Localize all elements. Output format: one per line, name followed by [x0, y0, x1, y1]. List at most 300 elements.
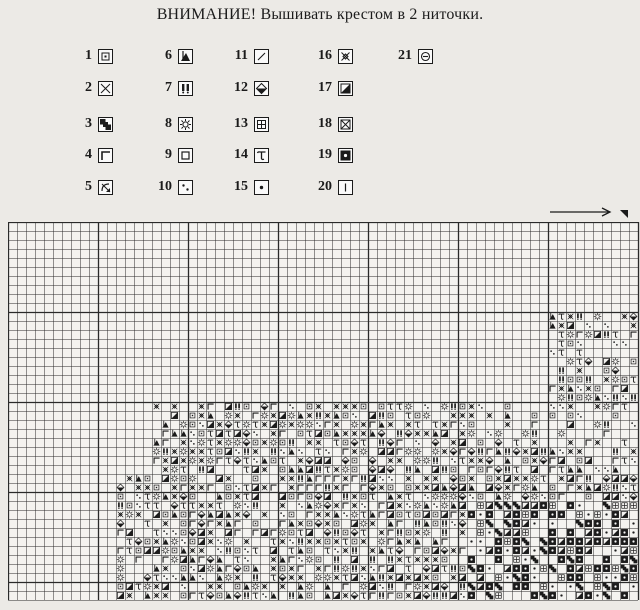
- legend-number: 19: [318, 147, 332, 162]
- tau-letter-icon: [254, 148, 269, 163]
- legend-item: [150, 179, 193, 195]
- stitch-symbol: [603, 565, 610, 572]
- stitch-symbol: [262, 467, 268, 473]
- stitch-symbol: [406, 575, 412, 581]
- stitch-symbol: [477, 565, 484, 572]
- stitch-symbol: [532, 440, 538, 446]
- stitch-symbol: [145, 485, 151, 491]
- legend-number: 15: [234, 179, 248, 194]
- stitch-symbol: [199, 413, 205, 419]
- stitch-symbol: [424, 485, 430, 491]
- stitch-symbol: [235, 494, 241, 500]
- stitch-symbol: [415, 485, 421, 491]
- stitch-symbol: [513, 565, 520, 572]
- legend-item: [70, 179, 113, 195]
- stitch-symbol: [506, 549, 508, 551]
- chart-grid: [8, 222, 640, 610]
- stitch-symbol: [163, 467, 169, 473]
- stitch-symbol: [217, 521, 223, 527]
- stitch-symbol: [576, 547, 583, 554]
- stitch-symbol: [424, 575, 430, 581]
- stitch-symbol: [603, 556, 610, 563]
- stitch-symbol: [513, 583, 520, 590]
- legend-item: [70, 116, 113, 132]
- legend-item: [150, 116, 193, 132]
- stitch-symbol: [568, 404, 574, 410]
- stitch-symbol: [569, 585, 571, 587]
- stitch-symbol: [361, 422, 367, 428]
- window-grid-icon: [254, 117, 269, 132]
- stitch-symbol: [334, 503, 340, 509]
- stitch-symbol: [540, 502, 547, 509]
- legend-number: 8: [165, 116, 172, 131]
- stitch-symbol: [352, 494, 358, 500]
- stitch-symbol: [199, 485, 205, 491]
- stitch-symbol: [163, 521, 169, 527]
- stitch-symbol: [190, 485, 196, 491]
- stitch-symbol: [415, 557, 421, 563]
- stitch-symbol: [632, 585, 634, 587]
- x-in-square-icon: [338, 117, 353, 132]
- stitch-symbol: [605, 531, 607, 533]
- checker-quarters-icon: [98, 117, 113, 132]
- slash-icon: [254, 49, 269, 64]
- stitch-symbol: [505, 422, 511, 428]
- stitch-symbol: [316, 440, 322, 446]
- stitch-symbol: [469, 458, 475, 464]
- stitch-symbol: [415, 530, 421, 536]
- stitch-symbol: [469, 476, 475, 482]
- stitch-symbol: [388, 422, 394, 428]
- stitch-symbol: [559, 476, 565, 482]
- stitch-symbol: [199, 404, 205, 410]
- stitch-symbol: [568, 440, 574, 446]
- stitch-symbol: [127, 476, 133, 482]
- stitch-symbol: [442, 449, 448, 455]
- stitch-symbol: [631, 449, 637, 455]
- stitch-symbol: [343, 431, 349, 437]
- stitch-symbol: [479, 540, 481, 542]
- stitch-symbol: [361, 566, 367, 572]
- stitch-symbol: [217, 584, 223, 590]
- stitch-symbol: [505, 485, 511, 491]
- legend-item: [310, 147, 353, 163]
- stitch-symbol: [567, 529, 574, 536]
- stitch-symbol: [280, 503, 286, 509]
- stitch-symbol: [334, 575, 340, 581]
- stitch-symbol: [621, 529, 628, 536]
- stitch-symbol: [316, 512, 322, 518]
- stitch-symbol: [352, 449, 358, 455]
- stitch-symbol: [514, 476, 520, 482]
- stitch-symbol: [244, 539, 250, 545]
- stitch-symbol: [271, 413, 277, 419]
- stitch-symbol: [199, 503, 205, 509]
- stitch-symbol: [208, 530, 214, 536]
- stitch-symbol: [577, 368, 583, 374]
- black-square-white-dot-icon: [338, 148, 353, 163]
- stitch-symbol: [585, 520, 592, 527]
- stitch-symbol: [468, 511, 475, 518]
- stitch-symbol: [513, 538, 520, 545]
- stitch-symbol: [433, 476, 439, 482]
- stitch-symbol: [352, 503, 358, 509]
- stitch-symbol: [567, 574, 574, 581]
- stitch-symbol: [577, 449, 583, 455]
- stitch-symbol: [325, 521, 331, 527]
- stitch-symbol: [605, 576, 607, 578]
- stitch-symbol: [172, 485, 178, 491]
- stitch-symbol: [596, 594, 598, 596]
- stitch-symbol: [604, 377, 610, 383]
- double-drop-icon: [178, 81, 193, 96]
- stitch-symbol: [316, 404, 322, 410]
- legend-item: [150, 48, 193, 64]
- stitch-symbol: [154, 584, 160, 590]
- legend-number: 6: [165, 48, 172, 63]
- inner-square-icon: [178, 148, 193, 163]
- stitch-symbol: [190, 449, 196, 455]
- stitch-symbol: [316, 566, 322, 572]
- stitch-symbol: [578, 504, 580, 506]
- stitch-symbol: [594, 529, 601, 536]
- stitch-symbol: [551, 585, 553, 587]
- filled-corner-triangle-icon: [338, 81, 353, 96]
- stitch-symbol: [531, 592, 538, 599]
- stitch-symbol: [361, 539, 367, 545]
- stitch-symbol: [621, 556, 628, 563]
- page-title: ВНИМАНИЕ! Вышивать крестом в 2 ниточки.: [156, 6, 484, 23]
- legend-number: 7: [165, 80, 172, 95]
- stitch-symbol: [343, 548, 349, 554]
- legend-item: [70, 147, 113, 163]
- stitch-symbol: [576, 556, 583, 563]
- stitch-symbol: [560, 594, 562, 596]
- legend-item: [310, 80, 353, 96]
- stitch-symbol: [559, 386, 565, 392]
- stitch-symbol: [460, 530, 466, 536]
- stitch-symbol: [488, 567, 490, 569]
- legend-item: [310, 179, 353, 195]
- stitch-symbol: [298, 458, 304, 464]
- stitch-symbol: [289, 422, 295, 428]
- stitch-symbol: [262, 584, 268, 590]
- stitch-symbol: [361, 431, 367, 437]
- legend-item: [226, 80, 269, 96]
- legend-number: 16: [318, 48, 332, 63]
- vertical-bar-icon: [338, 180, 353, 195]
- stitch-symbol: [532, 458, 538, 464]
- stitch-symbol: [307, 539, 313, 545]
- legend-number: 10: [158, 179, 172, 194]
- stitch-symbol: [379, 485, 385, 491]
- two-dots-icon: [178, 180, 193, 195]
- stitch-symbol: [271, 431, 277, 437]
- stitch-symbol: [154, 593, 160, 599]
- stitch-symbol: [289, 476, 295, 482]
- circle-minus-icon: [418, 49, 433, 64]
- legend-item: [226, 147, 269, 163]
- stitch-symbol: [506, 576, 508, 578]
- stitch-symbol: [343, 593, 349, 599]
- stitch-symbol: [486, 511, 493, 518]
- stitch-symbol: [406, 422, 412, 428]
- stitch-symbol: [406, 539, 412, 545]
- stitch-symbol: [352, 431, 358, 437]
- stitch-symbol: [531, 511, 538, 518]
- stitch-symbol: [217, 422, 223, 428]
- stitch-symbol: [442, 422, 448, 428]
- stitch-symbol: [235, 512, 241, 518]
- legend-item: [226, 48, 269, 64]
- stitch-symbol: [451, 575, 457, 581]
- stitch-symbol: [127, 593, 133, 599]
- stitch-symbol: [621, 538, 628, 545]
- stitch-symbol: [614, 549, 616, 551]
- legend-number: 5: [85, 179, 92, 194]
- stitch-symbol: [352, 404, 358, 410]
- stitch-symbol: [451, 413, 457, 419]
- legend-number: 12: [234, 80, 248, 95]
- stitch-symbol: [271, 557, 277, 563]
- stitch-symbol: [172, 494, 178, 500]
- stitch-symbol: [208, 503, 214, 509]
- stitch-symbol: [513, 511, 520, 518]
- stitch-symbol: [612, 520, 619, 527]
- stitch-symbol: [280, 539, 286, 545]
- stitch-symbol: [488, 531, 490, 533]
- triangle-flag-icon: [178, 49, 193, 64]
- stitch-symbol: [478, 458, 484, 464]
- stitch-symbol: [576, 574, 583, 581]
- stitch-symbol: [289, 566, 295, 572]
- stitch-symbol: [388, 575, 394, 581]
- stitch-symbol: [406, 593, 412, 599]
- legend-number: 1: [85, 48, 92, 63]
- stitch-symbol: [495, 556, 502, 563]
- stitch-symbol: [460, 413, 466, 419]
- stitch-symbol: [397, 494, 403, 500]
- stitch-symbol: [612, 583, 619, 590]
- stitch-symbol: [172, 404, 178, 410]
- stitch-symbol: [568, 314, 574, 320]
- stitch-symbol: [262, 485, 268, 491]
- stitch-symbol: [298, 521, 304, 527]
- stitch-symbol: [334, 422, 340, 428]
- stitch-symbol: [513, 547, 520, 554]
- stitch-symbol: [181, 440, 187, 446]
- stitch-symbol: [199, 548, 205, 554]
- stitch-symbol: [630, 538, 637, 545]
- stitch-symbol: [136, 485, 142, 491]
- stitch-symbol: [468, 556, 475, 563]
- stitch-symbol: [533, 522, 535, 524]
- stitch-symbol: [253, 449, 259, 455]
- stitch-symbol: [451, 440, 457, 446]
- stitch-symbol: [379, 530, 385, 536]
- legend-item: [310, 116, 353, 132]
- stitch-symbol: [469, 413, 475, 419]
- stitch-symbol: [316, 539, 322, 545]
- stitch-symbol: [118, 512, 124, 518]
- stitch-symbol: [587, 513, 589, 515]
- legend-item: [150, 147, 193, 163]
- stitch-symbol: [533, 576, 535, 578]
- stitch-symbol: [595, 440, 601, 446]
- stitch-symbol: [370, 521, 376, 527]
- stitch-symbol: [621, 574, 628, 581]
- stitch-symbol: [630, 565, 637, 572]
- stitch-symbol: [576, 538, 583, 545]
- stitch-symbol: [551, 522, 553, 524]
- stitch-symbol: [522, 565, 529, 572]
- stitch-symbol: [163, 566, 169, 572]
- stitch-symbol: [522, 583, 529, 590]
- legend-number: 9: [165, 147, 172, 162]
- stitch-symbol: [594, 520, 601, 527]
- stitch-symbol: [343, 476, 349, 482]
- legend-number: 18: [318, 116, 332, 131]
- stitch-symbol: [325, 413, 331, 419]
- legend-number: 20: [318, 179, 332, 194]
- stitch-symbol: [612, 538, 619, 545]
- stitch-symbol: [469, 404, 475, 410]
- stitch-symbol: [622, 314, 628, 320]
- stitch-symbol: [343, 404, 349, 410]
- stitch-symbol: [334, 467, 340, 473]
- stitch-symbol: [558, 556, 565, 563]
- stitch-symbol: [568, 449, 574, 455]
- stitch-symbol: [495, 538, 502, 545]
- legend-item: [310, 48, 353, 64]
- stitch-symbol: [424, 584, 430, 590]
- stitch-symbol: [271, 566, 277, 572]
- stitch-symbol: [495, 547, 502, 554]
- stitch-symbol: [208, 539, 214, 545]
- stitch-symbol: [415, 431, 421, 437]
- stitch-symbol: [226, 476, 232, 482]
- stitch-symbol: [479, 549, 481, 551]
- stitch-symbol: [524, 558, 526, 560]
- stitch-symbol: [163, 593, 169, 599]
- x-star-icon: [338, 49, 353, 64]
- x-box-icon: [98, 81, 113, 96]
- stitch-symbol: [567, 538, 574, 545]
- stitch-symbol: [262, 512, 268, 518]
- stitch-symbol: [533, 549, 535, 551]
- stitch-symbol: [280, 584, 286, 590]
- stitch-symbol: [614, 576, 616, 578]
- stitch-symbol: [235, 413, 241, 419]
- legend-number: 11: [234, 48, 248, 63]
- legend-number: 21: [398, 48, 412, 63]
- stitch-symbol: [567, 565, 574, 572]
- stitch-symbol: [307, 440, 313, 446]
- stitch-symbol: [280, 476, 286, 482]
- stitch-symbol: [460, 512, 466, 518]
- stitch-symbol: [549, 529, 556, 536]
- stitch-symbol: [470, 540, 472, 542]
- stitch-symbol: [289, 575, 295, 581]
- legend-number: 4: [85, 147, 92, 162]
- stitch-symbol: [370, 548, 376, 554]
- stitch-symbol: [549, 511, 556, 518]
- legend-item: [226, 116, 269, 132]
- stitch-symbol: [136, 512, 142, 518]
- stitch-symbol: [460, 431, 466, 437]
- stitch-symbol: [334, 485, 340, 491]
- stitch-symbol: [208, 584, 214, 590]
- stitch-symbol: [334, 404, 340, 410]
- stitch-symbol: [451, 548, 457, 554]
- center-dot-icon: [254, 180, 269, 195]
- legend-number: 13: [234, 116, 248, 131]
- stitch-symbol: [479, 513, 481, 515]
- stitch-symbol: [235, 575, 241, 581]
- legend-number: 17: [318, 80, 332, 95]
- stitch-symbol: [595, 404, 601, 410]
- stitch-symbol: [567, 502, 574, 509]
- sun-circle-icon: [178, 117, 193, 132]
- legend-item: [390, 48, 433, 64]
- stitch-symbol: [406, 476, 412, 482]
- legend-number: 2: [85, 80, 92, 95]
- stitch-symbol: [621, 592, 628, 599]
- stitch-symbol: [199, 449, 205, 455]
- stitch-symbol: [522, 574, 529, 581]
- stitch-symbol: [577, 485, 583, 491]
- stitch-symbol: [487, 413, 493, 419]
- stitch-symbol: [585, 592, 592, 599]
- stitch-symbol: [397, 557, 403, 563]
- stitch-symbol: [181, 458, 187, 464]
- stitch-symbol: [397, 503, 403, 509]
- stitch-symbol: [262, 440, 268, 446]
- stitch-symbol: [334, 539, 340, 545]
- symbol-legend: [0, 0, 640, 210]
- corner-bracket-icon: [98, 148, 113, 163]
- stitch-symbol: [549, 592, 556, 599]
- stitch-symbol: [199, 458, 205, 464]
- stitch-symbol: [433, 557, 439, 563]
- diamond-half-icon: [254, 81, 269, 96]
- stitch-symbol: [513, 520, 520, 527]
- stitch-symbol: [307, 413, 313, 419]
- cross-stitch-chart: [8, 222, 640, 610]
- stitch-symbol: [523, 476, 529, 482]
- legend-item: [150, 80, 193, 96]
- stitch-symbol: [424, 431, 430, 437]
- stitch-symbol: [632, 522, 634, 524]
- stitch-symbol: [549, 547, 556, 554]
- stitch-symbol: [612, 511, 619, 518]
- stitch-symbol: [163, 458, 169, 464]
- stitch-symbol: [325, 512, 331, 518]
- stitch-symbol: [397, 458, 403, 464]
- stitch-symbol: [549, 538, 556, 545]
- stitch-symbol: [631, 323, 637, 329]
- stitch-symbol: [298, 575, 304, 581]
- legend-item: [226, 179, 269, 195]
- stitch-symbol: [632, 531, 634, 533]
- legend-number: 3: [85, 116, 92, 131]
- stitch-symbol: [559, 323, 565, 329]
- stitch-symbol: [262, 422, 268, 428]
- nested-square-dot-icon: [98, 49, 113, 64]
- legend-number: 14: [234, 147, 248, 162]
- stitch-symbol: [558, 511, 565, 518]
- stitch-symbol: [424, 557, 430, 563]
